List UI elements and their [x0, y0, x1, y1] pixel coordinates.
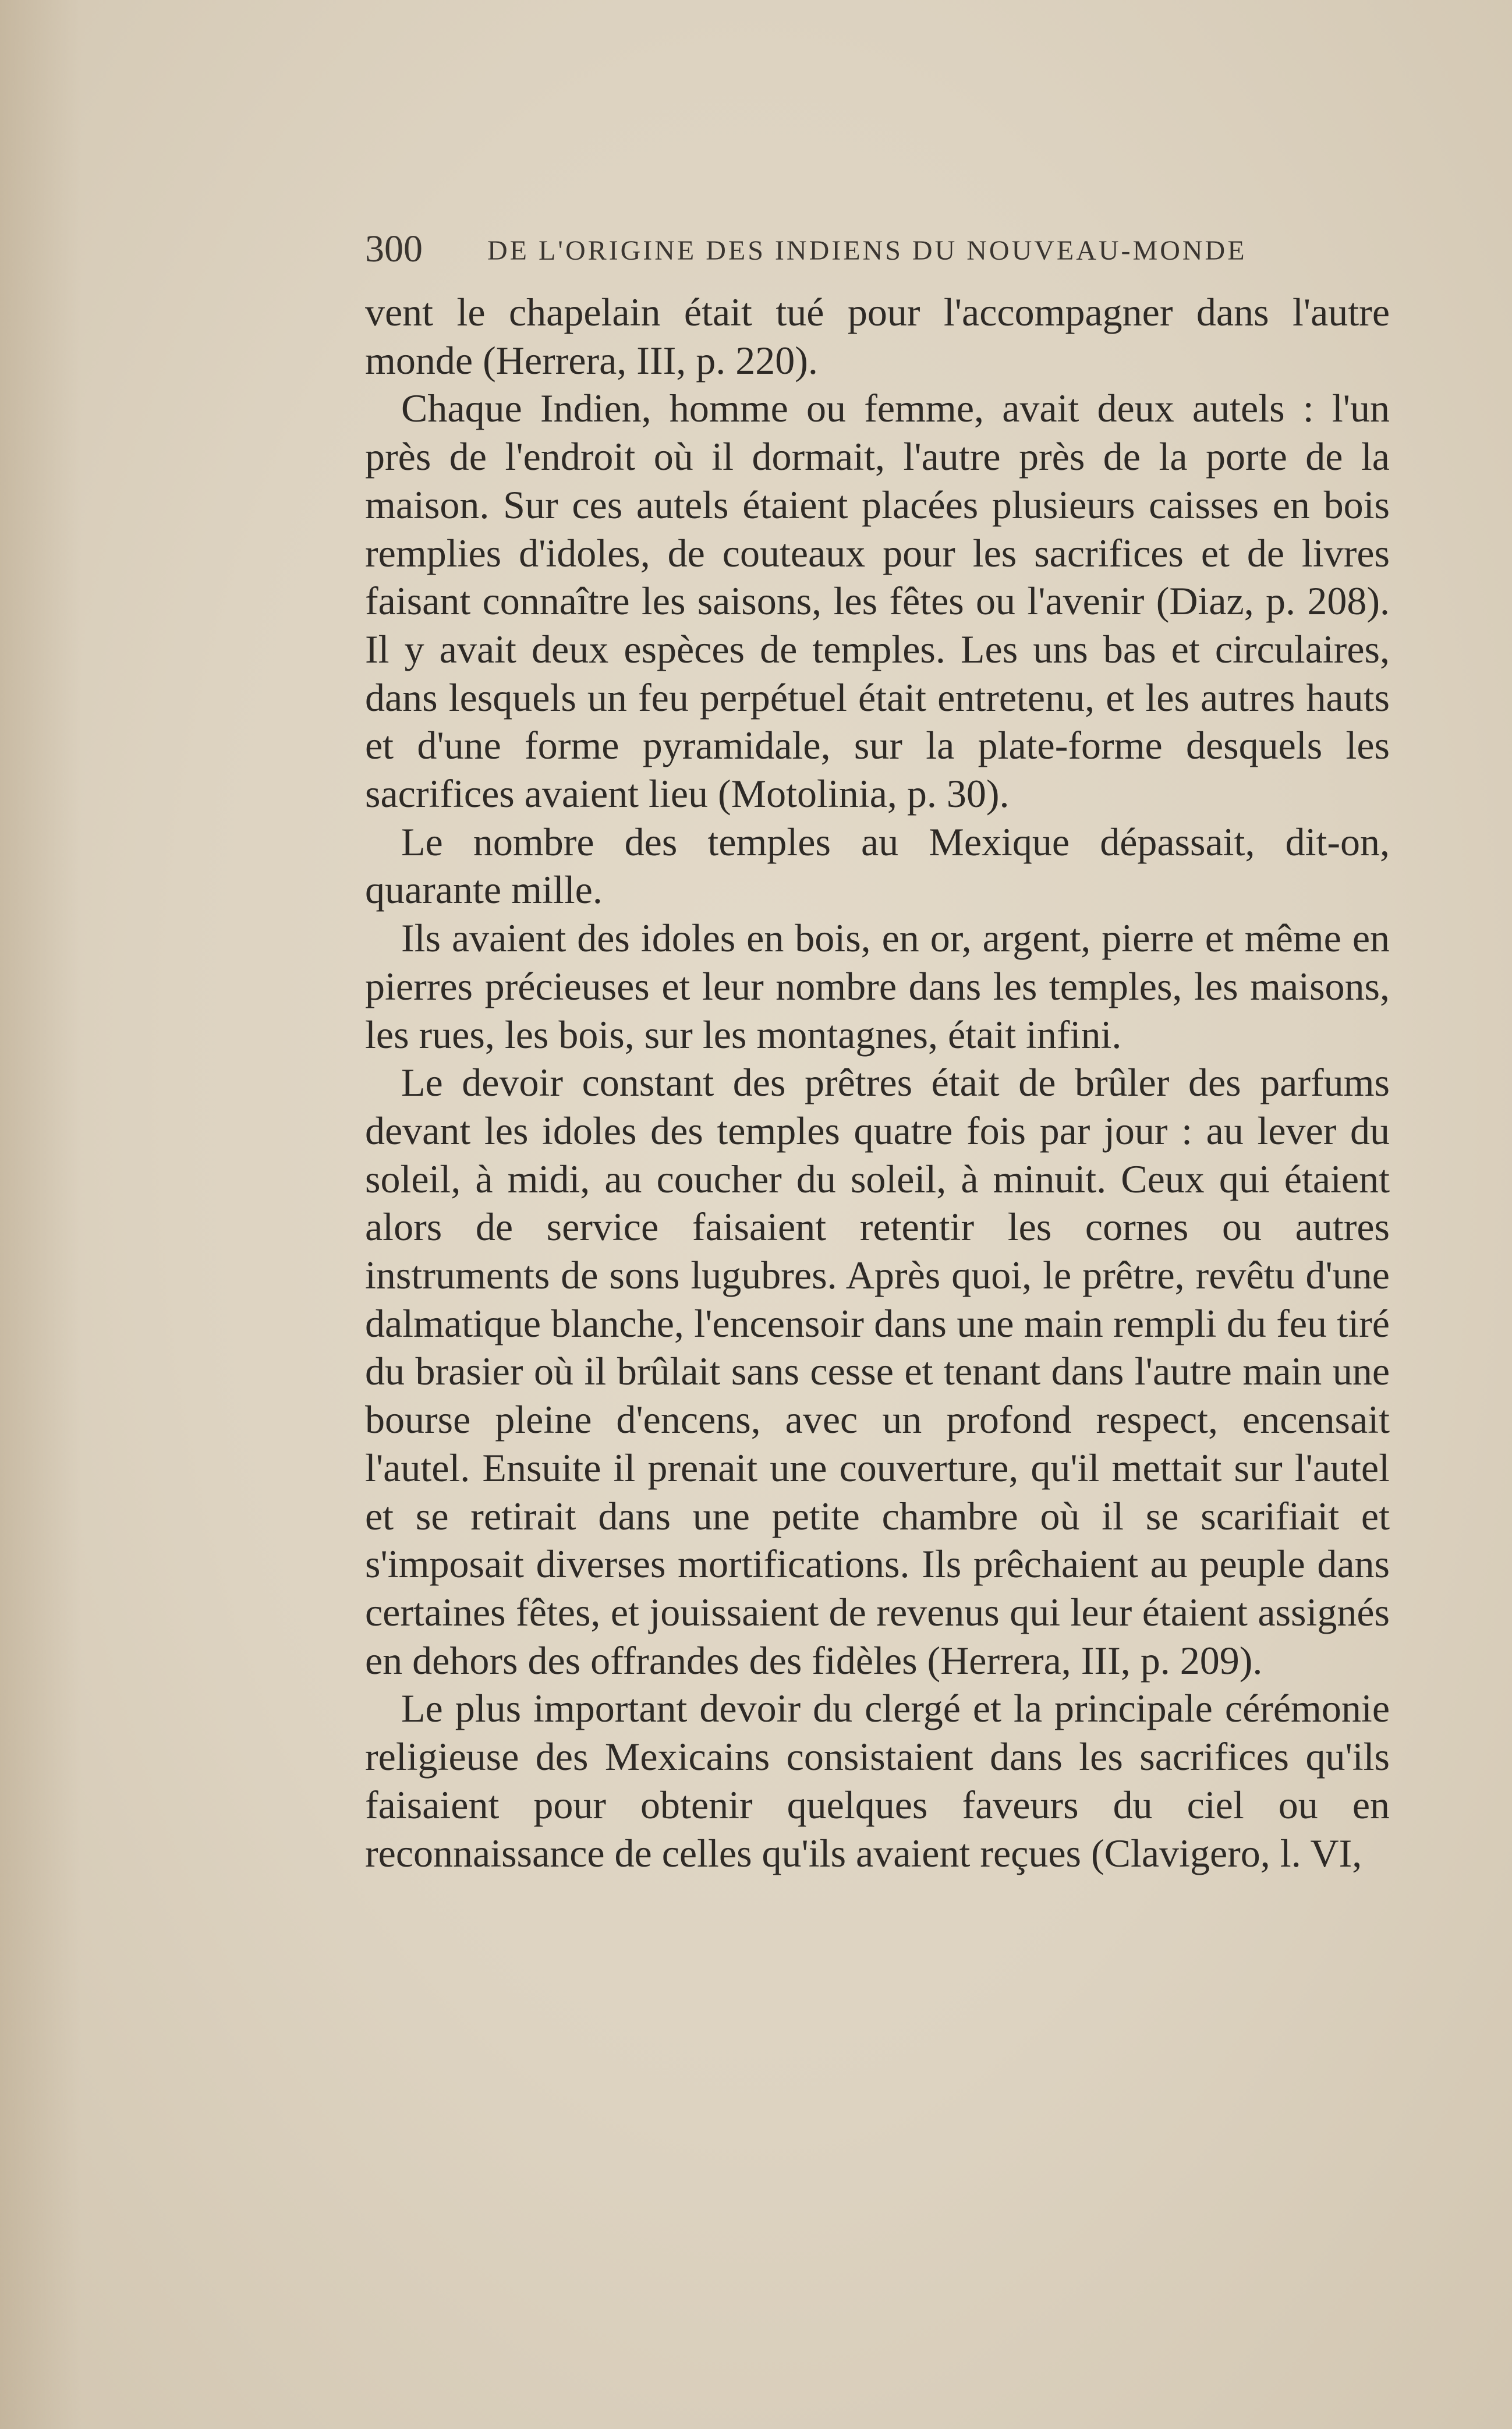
- paragraph-sacrifices: Le plus important devoir du clergé et la principale cérémonie religieuse des Mexicains consistaient dans les sacrifices qu'ils faisaient pour obtenir quelques faveurs du ciel ou en reconnaissance de celles qu'ils avaient reçues (Clavigero, l. VI,: [365, 1686, 1390, 1875]
- paragraph-idoles: Ils avaient des idoles en bois, en or, argent, pierre et même en pierres précieuses et leur nombre dans les temples, les maisons, les rues, les bois, sur les montagnes, était infini.: [365, 916, 1390, 1057]
- body-text: [365, 288, 1390, 1877]
- page-number: 300: [365, 228, 423, 270]
- running-title: DE L'ORIGINE DES INDIENS DU NOUVEAU-MONDE: [487, 235, 1247, 266]
- paragraph-autels: Chaque Indien, homme ou femme, avait deux autels : l'un près de l'endroit où il dormait, l'autre près de la porte de la maison. Sur ces autels étaient placées plusieurs caisses en bois remplies d'idoles, de couteaux pour les sacrifices et de livres faisant connaître les saisons, les fêtes ou l'avenir (Diaz, p. 208). Il y avait deux espèces de temples. Les uns bas et circulaires, dans lesquels un feu perpétuel était entretenu, et les autres hauts et d'une forme pyramidale, sur la plate-forme desquels les sacrifices avaient lieu (Motolinia, p. 30).: [365, 386, 1390, 816]
- page-header: [365, 226, 1390, 272]
- paragraph-devoir-pretres: Le devoir constant des prêtres était de brûler des parfums devant les idoles des temples quatre fois par jour : au lever du soleil, à midi, au coucher du soleil, à minuit. Ceux qui étaient alors de service faisaient retentir les cornes ou autres instruments de sons lugubres. Après quoi, le prêtre, revêtu d'une dalmatique blanche, l'encensoir dans une main rempli du feu tiré du brasier où il brûlait sans cesse et tenant dans l'autre main une bourse pleine d'encens, avec un profond respect, encensait l'autel. Ensuite il prenait une couverture, qu'il mettait sur l'autel et se retirait dans une petite chambre où il se scarifiait et s'imposait diverses mortifications. Ils prêchaient au peuple dans certaines fêtes, et jouissaient de revenus qui leur étaient assignés en dehors des offrandes des fidèles (Herrera, III, p. 209).: [365, 1060, 1390, 1683]
- paragraph-continuation: vent le chapelain était tué pour l'accompagner dans l'autre monde (Herrera, III, p. 220).: [365, 290, 1390, 383]
- paragraph-nombre-temples: Le nombre des temples au Mexique dépassait, dit-on, quarante mille.: [365, 819, 1390, 912]
